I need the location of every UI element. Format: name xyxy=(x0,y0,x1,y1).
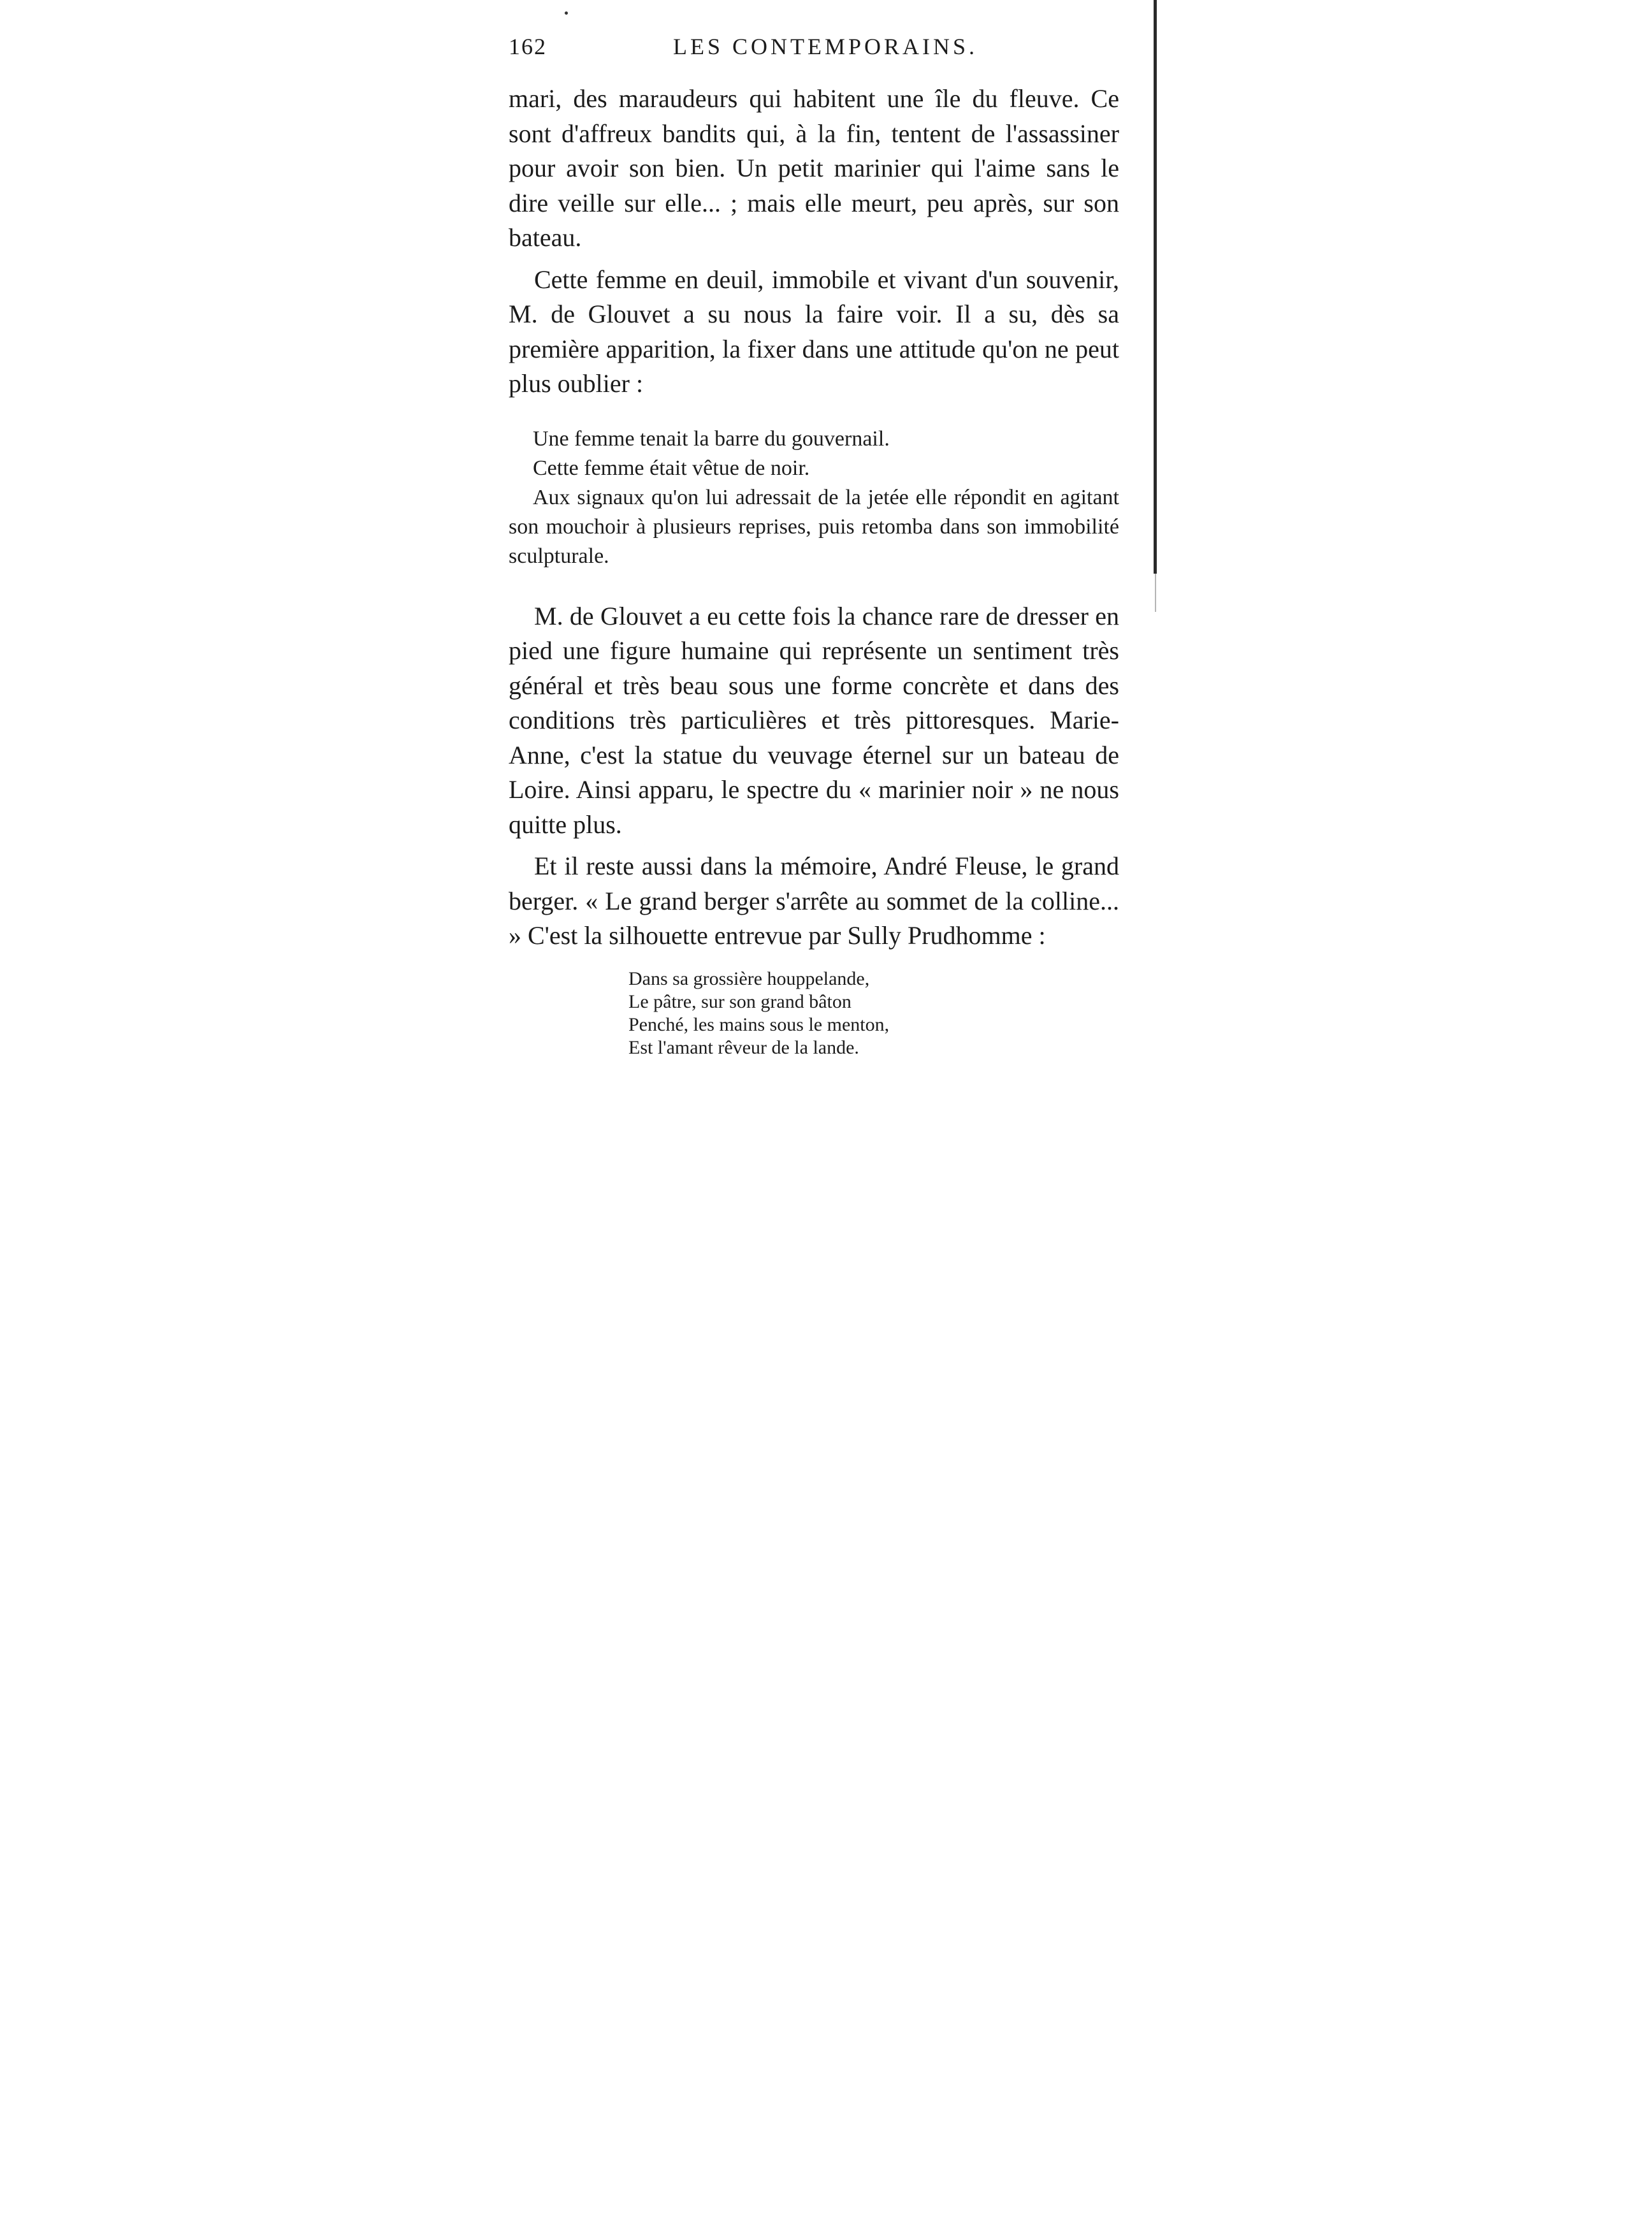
paragraph-1: mari, des maraudeurs qui habitent une île du fleuve. Ce sont d'affreux bandits qui, à la fin, tentent de l'assassiner pour avoir son bien. Un petit marinier qui l'aime sans le dire veille sur elle... ; mais elle meurt, peu après, sur son bateau. xyxy=(509,84,1119,252)
book-page xyxy=(509,0,1119,2236)
paragraph-4: Et il reste aussi dans la mémoire, André Fleuse, le grand berger. « Le grand berger s'arrête au sommet de la colline... » C'est la silhouette entrevue par Sully Prudhomme : xyxy=(509,852,1119,950)
running-head xyxy=(509,33,1119,65)
verse-line-1: Dans sa grossière houppelande, xyxy=(628,968,870,989)
page-edge-rule-faint xyxy=(1155,574,1156,612)
verse-line-3: Penché, les mains sous le menton, xyxy=(628,1013,890,1035)
paragraph-3: M. de Glouvet a eu cette fois la chance rare de dresser en pied une figure humaine qui représente un sentiment très général et très beau sous une forme concrète et dans des conditions très particulières et très pittoresques. Marie-Anne, c'est la statue du veuvage éternel sur un bateau de Loire. Ainsi apparu, le spectre du « marinier noir » ne nous quitte plus. xyxy=(509,601,1119,839)
running-title: LES CONTEMPORAINS. xyxy=(673,34,978,59)
verse-line-4: Est l'amant rêveur de la lande. xyxy=(628,1036,859,1058)
body-text xyxy=(509,82,1119,1059)
quote-line-3: Aux signaux qu'on lui adressait de la jetée elle répondit en agitant son mouchoir à plusieurs reprises, puis retomba dans son immobilité sculpturale. xyxy=(509,485,1119,568)
paragraph-2: Cette femme en deuil, immobile et vivant d'un souvenir, M. de Glouvet a su nous la faire voir. Il a su, dès sa première apparition, la fixer dans une attitude qu'on ne peut plus oublier : xyxy=(509,265,1119,398)
print-speck xyxy=(565,11,568,15)
block-quote xyxy=(509,425,1119,571)
page-edge-rule xyxy=(1154,0,1157,574)
page-number: 162 xyxy=(509,34,547,59)
verse-quote xyxy=(628,968,1119,1059)
quote-line-1: Une femme tenait la barre du gouvernail. xyxy=(533,426,890,451)
verse-line-2: Le pâtre, sur son grand bâton xyxy=(628,991,851,1012)
quote-line-2: Cette femme était vêtue de noir. xyxy=(533,456,810,480)
